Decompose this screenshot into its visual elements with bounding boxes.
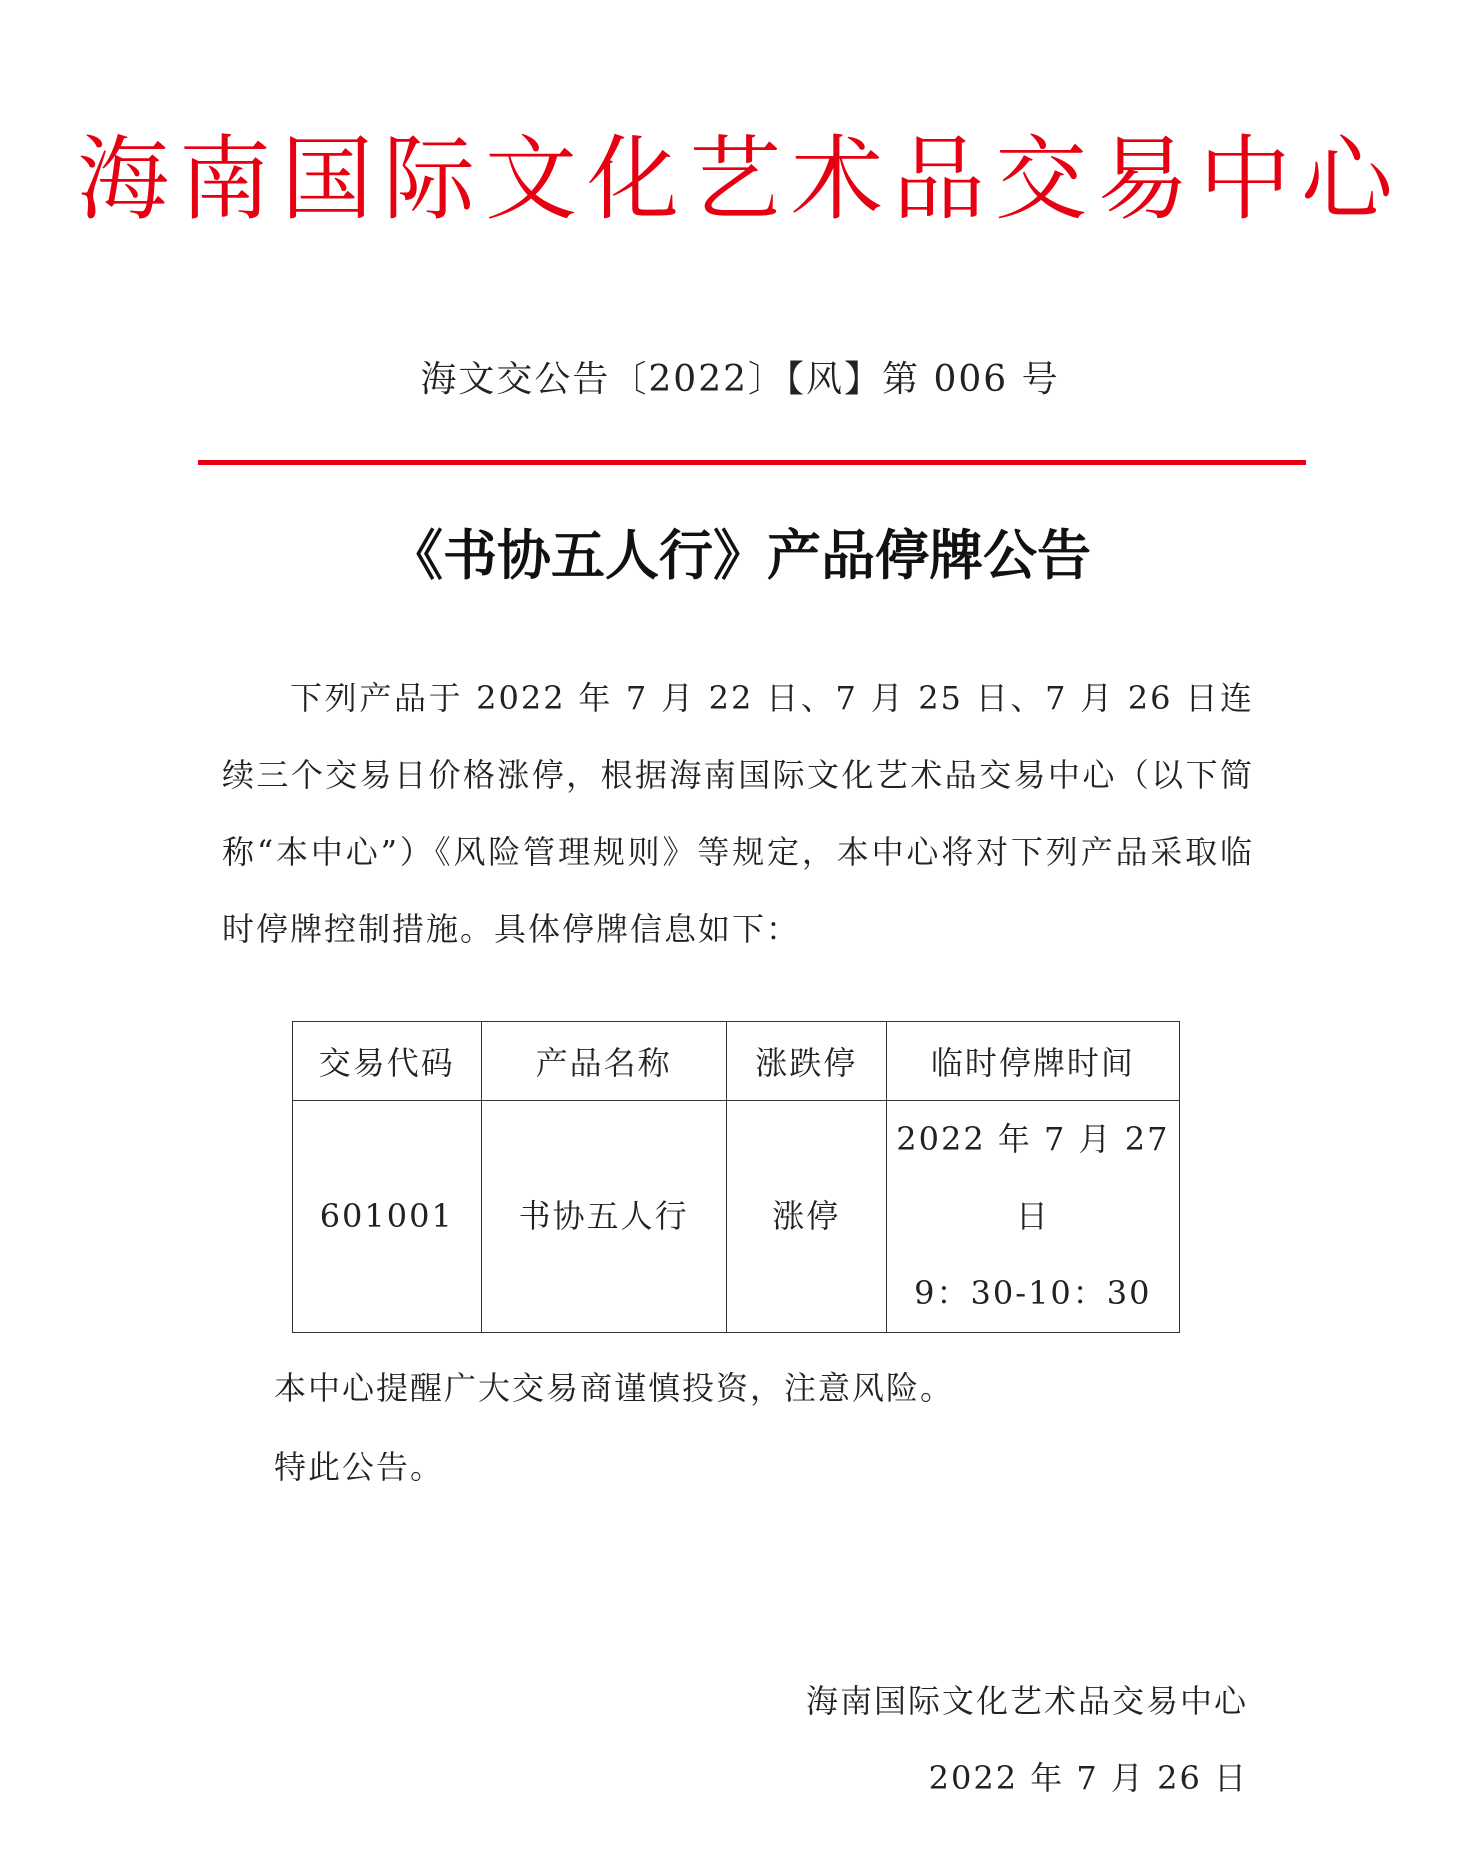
signature-date: 2022 年 7 月 26 日 xyxy=(928,1759,1248,1797)
table-header-row xyxy=(293,1022,1180,1101)
signature-organization: 海南国际文化艺术品交易中心 xyxy=(805,1682,1248,1720)
suspension-hours: 9：30-10：30 xyxy=(914,1274,1152,1312)
masthead-organization: 海南国际文化艺术品交易中心 xyxy=(76,126,1403,233)
announcement-title: 《书协五人行》产品停牌公告 xyxy=(389,523,1091,587)
cell-trade-code: 601001 xyxy=(293,1101,482,1333)
cell-product-name: 书协五人行 xyxy=(481,1101,726,1333)
suspension-date: 2022 年 7 月 27 日 xyxy=(896,1120,1170,1235)
body-paragraph: 下列产品于 2022 年 7 月 22 日、7 月 25 日、7 月 26 日连续三个交易日价格涨停，根据海南国际文化艺术品交易中心（以下简称“本中心”）《风险管理规则》等规定，本中心将对下列产品采取临时停牌控制措施。具体停牌信息如下： xyxy=(222,679,1254,948)
header-suspension-time: 临时停牌时间 xyxy=(886,1022,1179,1101)
cell-suspension-time xyxy=(886,1101,1179,1333)
suspension-table xyxy=(292,1021,1180,1333)
cell-limit: 涨停 xyxy=(726,1101,886,1333)
closing-notice: 特此公告。 xyxy=(274,1448,445,1486)
closing-reminder: 本中心提醒广大交易商谨慎投资，注意风险。 xyxy=(274,1369,955,1407)
document-number: 海文交公告〔2022〕【风】第 006 号 xyxy=(420,359,1060,400)
header-trade-code: 交易代码 xyxy=(293,1022,482,1101)
header-product-name: 产品名称 xyxy=(481,1022,726,1101)
header-divider xyxy=(198,460,1306,465)
header-limit: 涨跌停 xyxy=(726,1022,886,1101)
table-row xyxy=(293,1101,1180,1333)
